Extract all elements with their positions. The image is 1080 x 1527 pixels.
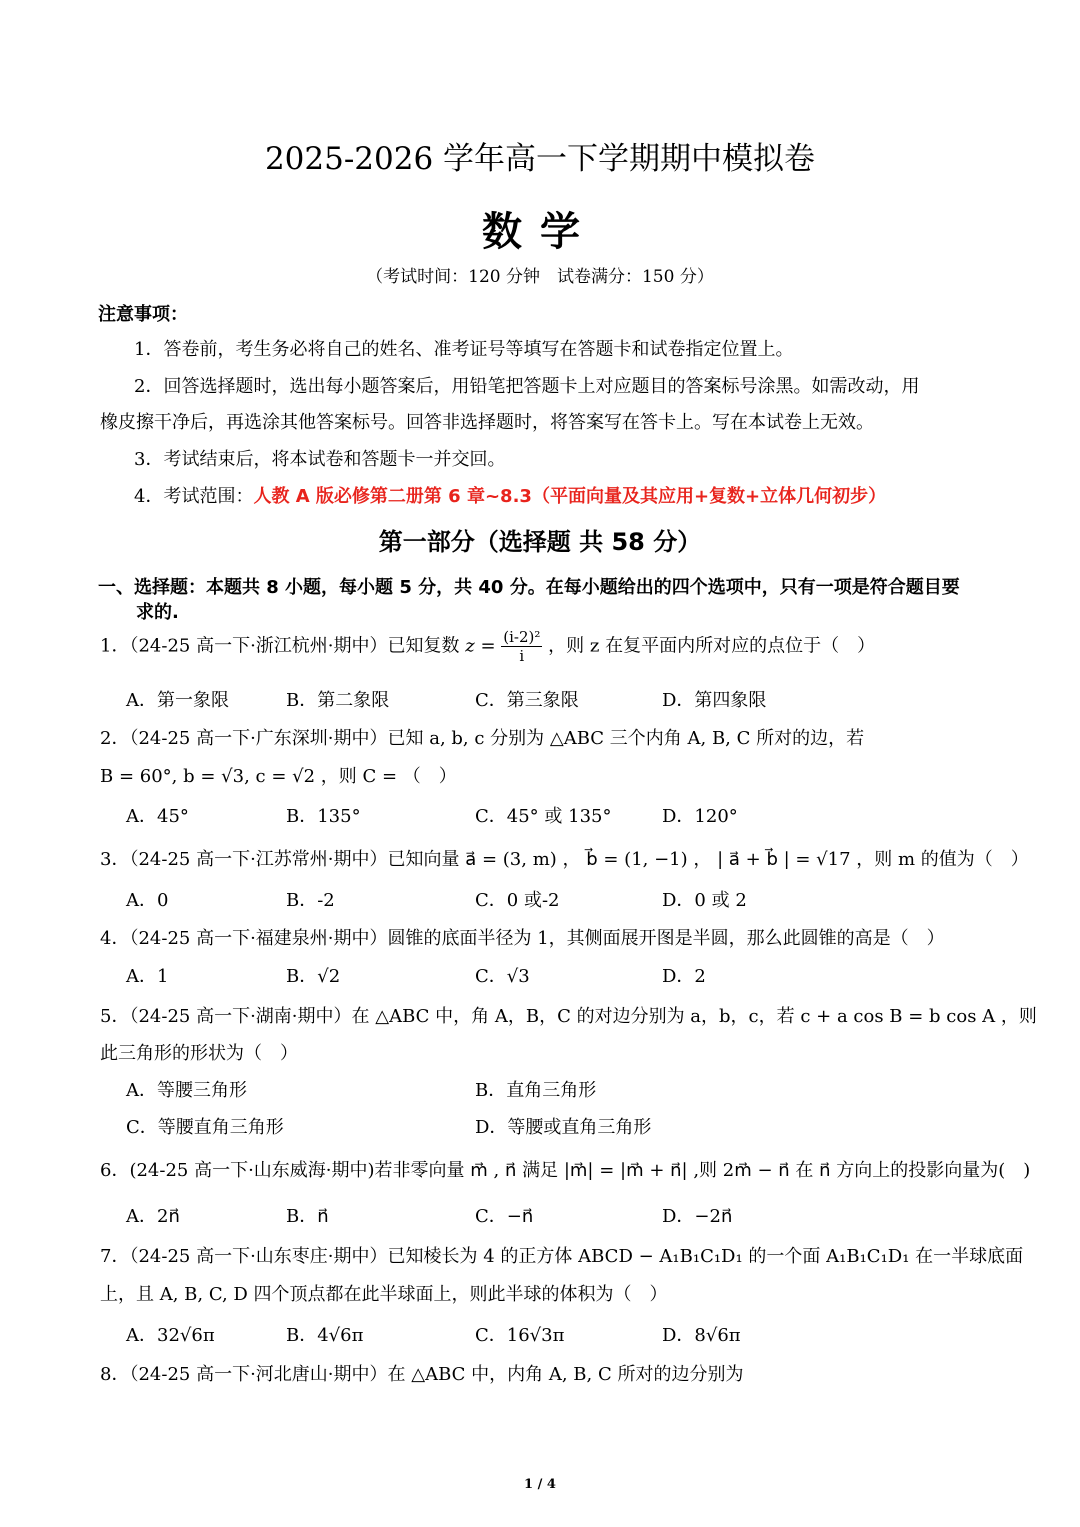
q3-option-c[interactable]: C．0 或-2 <box>475 890 560 911</box>
fraction-denominator: i <box>519 647 525 665</box>
question-1-prefix: 1．（24-25 高一下·浙江杭州·期中）已知复数 <box>100 635 460 657</box>
page-number: 1 / 4 <box>524 1477 556 1492</box>
q4-option-a[interactable]: A．1 <box>126 966 169 987</box>
notice-heading: 注意事项： <box>98 304 188 325</box>
question-1: 1．（24-25 高一下·浙江杭州·期中）已知复数 z = $\frac{\text{(i-2)²}}{i}$ ，则 z 在复平面内所对应的点位于（ ） <box>100 628 876 665</box>
q5-option-a[interactable]: A．等腰三角形 <box>126 1080 247 1101</box>
q6-option-d[interactable]: D．−2n⃗ <box>662 1206 733 1227</box>
q4-option-d[interactable]: D．2 <box>662 966 706 987</box>
exam-scope: 人教 A 版必修第二册第 6 章~8.3（平面向量及其应用+复数+立体几何初步） <box>253 486 887 507</box>
part1-instructions-cont: 求的. <box>136 602 179 623</box>
q1-option-c[interactable]: C．第三象限 <box>475 690 579 711</box>
q3-option-b[interactable]: B．-2 <box>286 890 335 911</box>
part1-instructions: 一、选择题：本题共 8 小题，每小题 5 分，共 40 分。在每小题给出的四个选项中，只有一项是符合题目要 <box>98 577 960 598</box>
subject-title: 数学 <box>482 209 598 255</box>
question-3: 3．（24-25 高一下·江苏常州·期中）已知向量 a⃗ = (3, m) ， b⃗ = (1, −1) ， | a⃗ + b⃗ | = √17 ，则 m 的值为（ ） <box>100 849 1029 870</box>
question-2-cont: B = 60°, b = √3, c = √2 ，则 C = （ ） <box>100 766 457 787</box>
q2-option-a[interactable]: A．45° <box>126 806 189 827</box>
notice-item-4 <box>134 482 886 508</box>
q7-option-a[interactable]: A．32√6π <box>126 1325 215 1346</box>
question-4: 4．（24-25 高一下·福建泉州·期中）圆锥的底面半径为 1，其侧面展开图是半圆，那么此圆锥的高是（ ） <box>100 928 945 949</box>
question-7-cont: 上，且 A, B, C, D 四个顶点都在此半球面上，则此半球的体积为（ ） <box>100 1284 668 1305</box>
question-1-fraction <box>501 628 542 665</box>
q4-option-b[interactable]: B．√2 <box>286 966 341 987</box>
question-5: 5．（24-25 高一下·湖南·期中）在 △ABC 中，角 A，B，C 的对边分别为 a，b，c，若 c + a cos B = b cos A ，则 <box>100 1006 1037 1027</box>
q1-option-d[interactable]: D．第四象限 <box>662 690 767 711</box>
fraction-numerator: (i-2)² <box>503 628 541 646</box>
exam-info: （考试时间：120 分钟 试卷满分：150 分） <box>366 267 714 287</box>
question-6: 6．(24-25 高一下·山东威海·期中)若非零向量 m⃗ , n⃗ 满足 |m⃗| = |m⃗ + n⃗| ,则 2m⃗ − n⃗ 在 n⃗ 方向上的投影向量为( ) <box>100 1160 1031 1181</box>
q2-option-d[interactable]: D．120° <box>662 806 738 827</box>
notice-item-2: 2．回答选择题时，选出每小题答案后，用铅笔把答题卡上对应题目的答案标号涂黑。如需改动，用 <box>134 376 920 397</box>
q7-option-b[interactable]: B．4√6π <box>286 1325 364 1346</box>
notice-item-2-cont: 橡皮擦干净后，再选涂其他答案标号。回答非选择题时，将答案写在答卡上。写在本试卷上无效。 <box>100 412 874 433</box>
notice-item-4-prefix: 4．考试范围： <box>134 486 254 507</box>
q6-option-b[interactable]: B．n⃗ <box>286 1206 329 1227</box>
q5-option-c[interactable]: C．等腰直角三角形 <box>126 1117 284 1138</box>
q3-option-d[interactable]: D．0 或 2 <box>662 890 747 911</box>
q2-option-c[interactable]: C．45° 或 135° <box>475 806 612 827</box>
q7-option-c[interactable]: C．16√3π <box>475 1325 565 1346</box>
q1-option-b[interactable]: B．第二象限 <box>286 690 390 711</box>
q5-option-d[interactable]: D．等腰或直角三角形 <box>475 1117 652 1138</box>
q6-option-a[interactable]: A．2n⃗ <box>126 1206 180 1227</box>
notice-item-1: 1．答卷前，考生务必将自己的姓名、准考证号等填写在答题卡和试卷指定位置上。 <box>134 339 794 360</box>
q5-option-b[interactable]: B．直角三角形 <box>475 1080 597 1101</box>
q2-option-b[interactable]: B．135° <box>286 806 361 827</box>
q4-option-c[interactable]: C．√3 <box>475 966 530 987</box>
q6-option-c[interactable]: C．−n⃗ <box>475 1206 534 1227</box>
question-7: 7．（24-25 高一下·山东枣庄·期中）已知棱长为 4 的正方体 ABCD − A₁B₁C₁D₁ 的一个面 A₁B₁C₁D₁ 在一半球底面 <box>100 1246 1024 1267</box>
question-5-cont: 此三角形的形状为（ ） <box>100 1043 298 1064</box>
question-8: 8．（24-25 高一下·河北唐山·期中）在 △ABC 中，内角 A, B, C 所对的边分别为 <box>100 1364 744 1385</box>
notice-item-3: 3．考试结束后，将本试卷和答题卡一并交回。 <box>134 449 506 470</box>
question-1-suffix: ，则 z 在复平面内所对应的点位于（ ） <box>548 635 876 657</box>
q3-option-a[interactable]: A．0 <box>126 890 169 911</box>
exam-title: 2025-2026 学年高一下学期期中模拟卷 <box>264 141 816 177</box>
question-2: 2．（24-25 高一下·广东深圳·期中）已知 a, b, c 分别为 △ABC 三个内角 A, B, C 所对的边，若 <box>100 728 865 749</box>
section-title: 第一部分（选择题 共 58 分） <box>378 528 702 556</box>
q1-option-a[interactable]: A．第一象限 <box>126 690 229 711</box>
q7-option-d[interactable]: D．8√6π <box>662 1325 741 1346</box>
